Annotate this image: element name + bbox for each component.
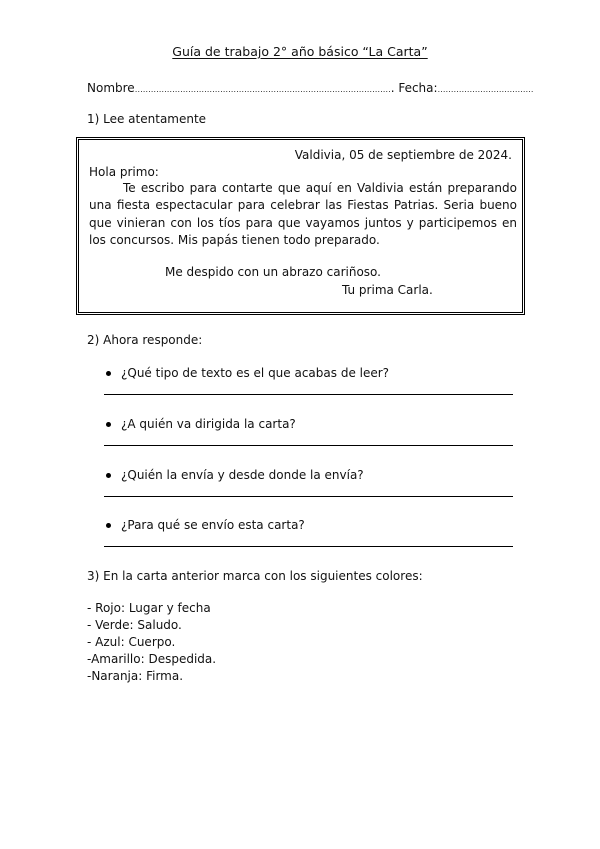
letter-signature: Tu prima Carla.: [342, 283, 433, 297]
question-4: ¿Para qué se envío esta carta?: [121, 518, 305, 532]
letter-body-text: Te escribo para contarte que aquí en Valdivia están preparando una fiesta espectacular para celebrar las Fiestas Patrias. Seria bueno que vinieran con los tíos para que vayamos juntos y participemos en los concursos. Mis papás tienen todo preparado.: [89, 181, 517, 248]
date-blank[interactable]: ………………………………: [437, 85, 534, 94]
name-label: Nombre: [87, 81, 135, 95]
section-1-heading: 1) Lee atentamente: [87, 112, 207, 126]
letter-body: [89, 180, 517, 250]
answer-line-1[interactable]: [104, 394, 513, 395]
color-item-yellow: -Amarillo: Despedida.: [87, 652, 217, 666]
question-1: ¿Qué tipo de texto es el que acabas de leer?: [121, 366, 390, 380]
bullet-icon: [106, 371, 111, 376]
bullet-icon: [106, 473, 111, 478]
bullet-icon: [106, 523, 111, 528]
letter-box: [76, 137, 525, 315]
bullet-icon: [106, 422, 111, 427]
letter-place-date: Valdivia, 05 de septiembre de 2024.: [294, 148, 512, 162]
name-date-line: [87, 81, 534, 95]
color-item-blue: - Azul: Cuerpo.: [87, 635, 176, 649]
section-2-heading: 2) Ahora responde:: [87, 333, 203, 347]
page-title: Guía de trabajo 2° año básico “La Carta”: [172, 44, 428, 59]
color-item-green: - Verde: Saludo.: [87, 618, 182, 632]
answer-line-3[interactable]: [104, 496, 513, 497]
color-item-red: - Rojo: Lugar y fecha: [87, 601, 211, 615]
name-blank[interactable]: ……………………………………………………………………………………: [134, 85, 391, 94]
answer-line-4[interactable]: [104, 546, 513, 547]
section-3-heading: 3) En la carta anterior marca con los siguientes colores:: [87, 569, 423, 583]
letter-greeting: Hola primo:: [89, 165, 159, 179]
color-item-orange: -Naranja: Firma.: [87, 669, 184, 683]
question-3: ¿Quién la envía y desde donde la envía?: [121, 468, 364, 482]
question-2: ¿A quién va dirigida la carta?: [121, 417, 296, 431]
answer-line-2[interactable]: [104, 445, 513, 446]
letter-farewell: Me despido con un abrazo cariñoso.: [165, 265, 381, 279]
date-label: . Fecha:: [390, 81, 438, 95]
